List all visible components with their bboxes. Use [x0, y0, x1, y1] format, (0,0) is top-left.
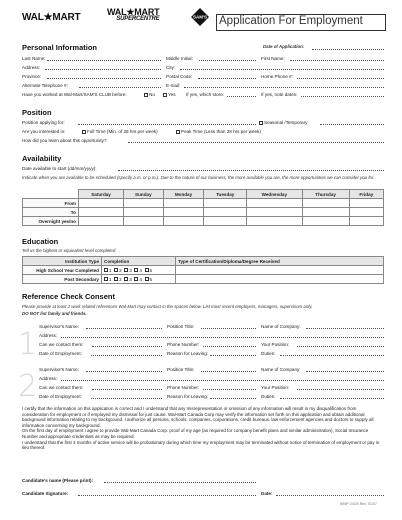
personal-heading: Personal Information [22, 43, 98, 52]
ps-option-label: 3 [129, 276, 132, 282]
peak-time-label: Peak Time (Less than 28 hrs per week) [181, 129, 261, 134]
address-field[interactable] [45, 65, 161, 70]
middle-initial-label: Middle Initial: [166, 56, 193, 61]
date-of-application-field[interactable] [312, 45, 384, 50]
ref1-your-position-label: Your Position: [261, 342, 290, 347]
postal-code-field[interactable] [198, 74, 256, 79]
hs-option-label: 2 [119, 267, 122, 273]
ref1-reason-field[interactable] [210, 351, 256, 356]
availability-cell[interactable] [79, 217, 124, 226]
ref1-dates-field[interactable] [91, 351, 162, 356]
ref1-contact-label: Can we contact them: [39, 342, 84, 347]
availability-heading: Availability [22, 154, 62, 163]
ps-option-label: 5 [149, 276, 153, 282]
signature-date-field[interactable] [276, 491, 384, 496]
province-label: Province: [22, 74, 42, 79]
home-phone-field[interactable] [297, 74, 384, 79]
ps-option-checkbox[interactable] [114, 277, 118, 281]
ref1-address-label: Address: [39, 333, 58, 338]
references-note-warning: DO NOT list family and friends. [22, 311, 87, 316]
ref2-contact-field[interactable] [92, 385, 162, 390]
availability-cell[interactable] [163, 208, 204, 217]
date-of-application-label: Date of Application: [263, 44, 305, 49]
worked-yes-option[interactable] [163, 92, 176, 97]
worked-no-label: No [149, 92, 155, 97]
availability-cell[interactable] [247, 199, 303, 208]
footer-form-code: WMP 24CB Rev. 01/07 [340, 502, 377, 506]
education-table [22, 256, 384, 284]
availability-cell[interactable] [204, 208, 247, 217]
ref1-phone-label: Phone Number: [167, 342, 200, 347]
availability-cell[interactable] [124, 199, 163, 208]
seasonal-option[interactable] [259, 120, 307, 125]
references-note: Please provide at least 2 work related references Wal-Mart may contact in the spaces below. List most recent employers, managers, supervisors only. [22, 304, 313, 309]
availability-row-label: To [23, 208, 79, 217]
ref1-position-title-field[interactable] [201, 324, 256, 329]
availability-cell[interactable] [163, 217, 204, 226]
high-school-completion [102, 266, 176, 275]
worked-before-label: Have you worked at Wal-Mart/SAM'S CLUB before: [22, 92, 127, 97]
day-header: Tuesday [204, 190, 247, 199]
hs-option-checkbox[interactable] [124, 268, 128, 272]
availability-cell[interactable] [204, 217, 247, 226]
worked-yes-label: Yes [168, 92, 176, 97]
ref2-supervisor-label: Supervisor's Name: [39, 367, 79, 372]
day-header: Sunday [124, 190, 163, 199]
ref2-company-field[interactable] [306, 367, 384, 372]
position-applying-label: Position applying for: [22, 120, 65, 125]
day-header: Monday [163, 190, 204, 199]
learn-about-label: How did you learn about this opportunity? [22, 138, 107, 143]
ref1-your-position-field[interactable] [297, 342, 384, 347]
ps-option-checkbox[interactable] [134, 277, 138, 281]
ref2-address-label: Address: [39, 376, 58, 381]
availability-cell[interactable] [349, 217, 383, 226]
ref1-contact-field[interactable] [92, 342, 162, 347]
ref2-dates-label: Date of Employment: [39, 394, 82, 399]
city-label: City: [166, 65, 176, 70]
signature-date-label: Date: [261, 491, 273, 496]
ref2-dates-field[interactable] [91, 394, 162, 399]
ref1-address-field[interactable] [61, 333, 384, 338]
availability-cell[interactable] [247, 208, 303, 217]
availability-cell[interactable] [204, 199, 247, 208]
candidate-signature-field[interactable] [78, 491, 256, 496]
ps-option-label: 2 [119, 276, 122, 282]
sams-club-logo-text: SAM'S [192, 14, 208, 20]
ref2-reason-label: Reason for Leaving: [167, 394, 209, 399]
ref2-duties-label: Duties: [261, 394, 276, 399]
reference-number-2: 2 [18, 369, 38, 404]
position-heading: Position [22, 108, 52, 117]
availability-cell[interactable] [124, 208, 163, 217]
consent-paragraph-3: I understand that the first 3 months of active service will be probationary during which time my employment may be terminated without notice of termination of employment or pay in lieu thereof. [22, 439, 380, 451]
start-date-label: Date available to start (dd/mm/yyyy): [22, 166, 97, 171]
ref2-position-title-label: Position Title: [167, 367, 195, 372]
ref2-your-position-field[interactable] [297, 385, 384, 390]
hs-option-checkbox[interactable] [145, 268, 149, 272]
first-name-label: First Name: [261, 56, 285, 61]
seasonal-label: Seasonal /Temporary [264, 120, 308, 125]
ref1-dates-label: Date of Employment: [39, 351, 82, 356]
seasonal-checkbox[interactable] [259, 121, 263, 125]
middle-initial-field[interactable] [199, 56, 256, 61]
position-applying-field[interactable] [78, 120, 256, 125]
ref2-phone-label: Phone Number: [167, 385, 200, 390]
ref2-position-title-field[interactable] [201, 367, 256, 372]
ref1-supervisor-label: Supervisor's Name: [39, 324, 79, 329]
ref2-contact-label: Can we contact them: [39, 385, 84, 390]
availability-row-label: From [23, 199, 79, 208]
ref2-reason-field[interactable] [210, 394, 256, 399]
ps-option-checkbox[interactable] [124, 277, 128, 281]
references-heading: Reference Check Consent [22, 292, 115, 301]
high-school-row-label: High School Year Completed [23, 266, 102, 275]
candidate-name-field[interactable] [104, 478, 256, 483]
ps-option-checkbox[interactable] [145, 277, 149, 281]
email-field[interactable] [184, 83, 384, 88]
start-date-field[interactable] [118, 166, 384, 171]
education-heading: Education [22, 237, 59, 246]
ps-option-label: 1 [109, 276, 112, 282]
reference-number-1: 1 [18, 327, 38, 362]
sams-club-diamond-icon [191, 8, 209, 26]
last-name-field[interactable] [47, 56, 161, 61]
ref1-reason-label: Reason for Leaving: [167, 351, 209, 356]
availability-cell[interactable] [349, 199, 383, 208]
province-field[interactable] [47, 74, 161, 79]
availability-cell[interactable] [79, 208, 124, 217]
alt-phone-field[interactable] [79, 83, 161, 88]
note-dates-label: If yes, note dates: [261, 92, 298, 97]
hs-option-label: 1 [109, 267, 112, 273]
availability-cell[interactable] [302, 199, 349, 208]
availability-cell[interactable] [349, 208, 383, 217]
page-title: Application For Employment [219, 15, 363, 27]
peak-time-option[interactable] [176, 129, 261, 134]
hs-option-checkbox[interactable] [114, 268, 118, 272]
ref1-duties-label: Duties: [261, 351, 276, 356]
which-store-field[interactable] [227, 92, 256, 97]
home-phone-label: Home Phone #: [261, 74, 293, 79]
worked-yes-checkbox[interactable] [163, 93, 167, 97]
ref2-address-field[interactable] [61, 376, 384, 381]
learn-about-field[interactable] [128, 138, 384, 143]
candidate-name-label: Candidate's name (Please print): [22, 478, 94, 483]
post-secondary-certification-cell[interactable] [176, 275, 384, 284]
ref1-phone-field[interactable] [203, 342, 256, 347]
city-field[interactable] [180, 65, 384, 70]
full-time-checkbox[interactable] [82, 130, 86, 134]
ref1-position-title-label: Position Title: [167, 324, 195, 329]
day-header: Thursday [302, 190, 349, 199]
ref2-your-position-label: Your Position: [261, 385, 290, 390]
hs-option-label: 5 [149, 267, 153, 273]
last-name-label: Last Name: [22, 56, 46, 61]
institution-type-header: Institution Type [23, 257, 102, 266]
availability-table [22, 189, 384, 226]
interested-in-label: Are you interested in: [22, 129, 66, 134]
availability-corner [23, 190, 79, 199]
hs-option-checkbox[interactable] [104, 268, 108, 272]
availability-note: Indicate when you are available to be scheduled (specify a.m. or p.m.). Due to the nature of our business, the more available you are, the more opportunities we can consider you for. [22, 175, 375, 180]
first-name-field[interactable] [290, 56, 384, 61]
consent-paragraph-2: On the first day of employment I agree to provide Wal-Mart Canada Corp. proof of my age (as required for company benefit plans and similar administration), Social Insurance Number and appropriate credentials as may be required. [22, 428, 369, 439]
seasonal-field[interactable] [320, 120, 384, 125]
education-note: Tell us the highest or equivalent level completed [22, 248, 116, 253]
availability-row-label: Overnight yes/no [23, 217, 79, 226]
availability-cell[interactable] [163, 199, 204, 208]
ref2-duties-field[interactable] [280, 394, 384, 399]
note-dates-field[interactable] [301, 92, 384, 97]
walmart-logo: WAL★MART [22, 12, 81, 23]
address-label: Address: [22, 65, 41, 70]
availability-cell[interactable] [247, 217, 303, 226]
post-secondary-row-label: Post Secondary [23, 275, 102, 284]
candidate-signature-label: Candidate Signature: [22, 491, 69, 496]
consent-text [22, 406, 384, 451]
full-time-label: Full Time (Min. of 28 hrs per week) [87, 129, 158, 134]
ref1-duties-field[interactable] [280, 351, 384, 356]
availability-cell[interactable] [302, 208, 349, 217]
worked-no-checkbox[interactable] [144, 93, 148, 97]
hs-option-label: 4 [139, 267, 142, 273]
day-header: Saturday [79, 190, 124, 199]
completion-header: Completion [102, 257, 176, 266]
ps-option-checkbox[interactable] [104, 277, 108, 281]
ps-option-label: 4 [139, 276, 142, 282]
ref2-supervisor-field[interactable] [86, 367, 162, 372]
ref1-supervisor-field[interactable] [86, 324, 162, 329]
high-school-certification-cell[interactable] [176, 266, 384, 275]
day-header: Wednesday [247, 190, 303, 199]
hs-option-checkbox[interactable] [134, 268, 138, 272]
supercentre-logo-bottom: SUPERCENTRE [116, 16, 160, 22]
availability-cell[interactable] [79, 199, 124, 208]
ref2-phone-field[interactable] [203, 385, 256, 390]
post-secondary-completion [102, 275, 176, 284]
consent-paragraph-1: I certify that the information on this application is correct and I understand that any misrepresentation or omission of any information will result in my disqualification from consideration for employment or if employed my dismissal for just cause. Wal-Mart Canada Corp may verify the information set forth on this application and obtain additional background information relating to my background. I authorize all persons, schools, companies, corporations, credit bureaus, law enforcement agencies and doctors to supply all information concerning my background. [22, 406, 374, 428]
certification-header: Type of Certification/Diploma/Degree Received [176, 257, 384, 266]
availability-cell[interactable] [302, 217, 349, 226]
full-time-option[interactable] [82, 129, 158, 134]
availability-cell[interactable] [124, 217, 163, 226]
which-store-label: If yes, which store: [186, 92, 225, 97]
ref2-company-label: Name of Company: [261, 367, 301, 372]
hs-option-label: 3 [129, 267, 132, 273]
worked-no-option[interactable] [144, 92, 155, 97]
ref1-company-label: Name of Company: [261, 324, 301, 329]
postal-code-label: Postal Code: [166, 74, 193, 79]
ref1-company-field[interactable] [306, 324, 384, 329]
day-header: Friday [349, 190, 383, 199]
supercentre-logo-top: WAL★MART [107, 7, 160, 17]
email-label: E-mail: [166, 83, 181, 88]
supercentre-logo [107, 9, 159, 23]
peak-time-checkbox[interactable] [176, 130, 180, 134]
alt-phone-label: Alternate Telephone #: [22, 83, 68, 88]
sams-club-logo [191, 8, 209, 26]
